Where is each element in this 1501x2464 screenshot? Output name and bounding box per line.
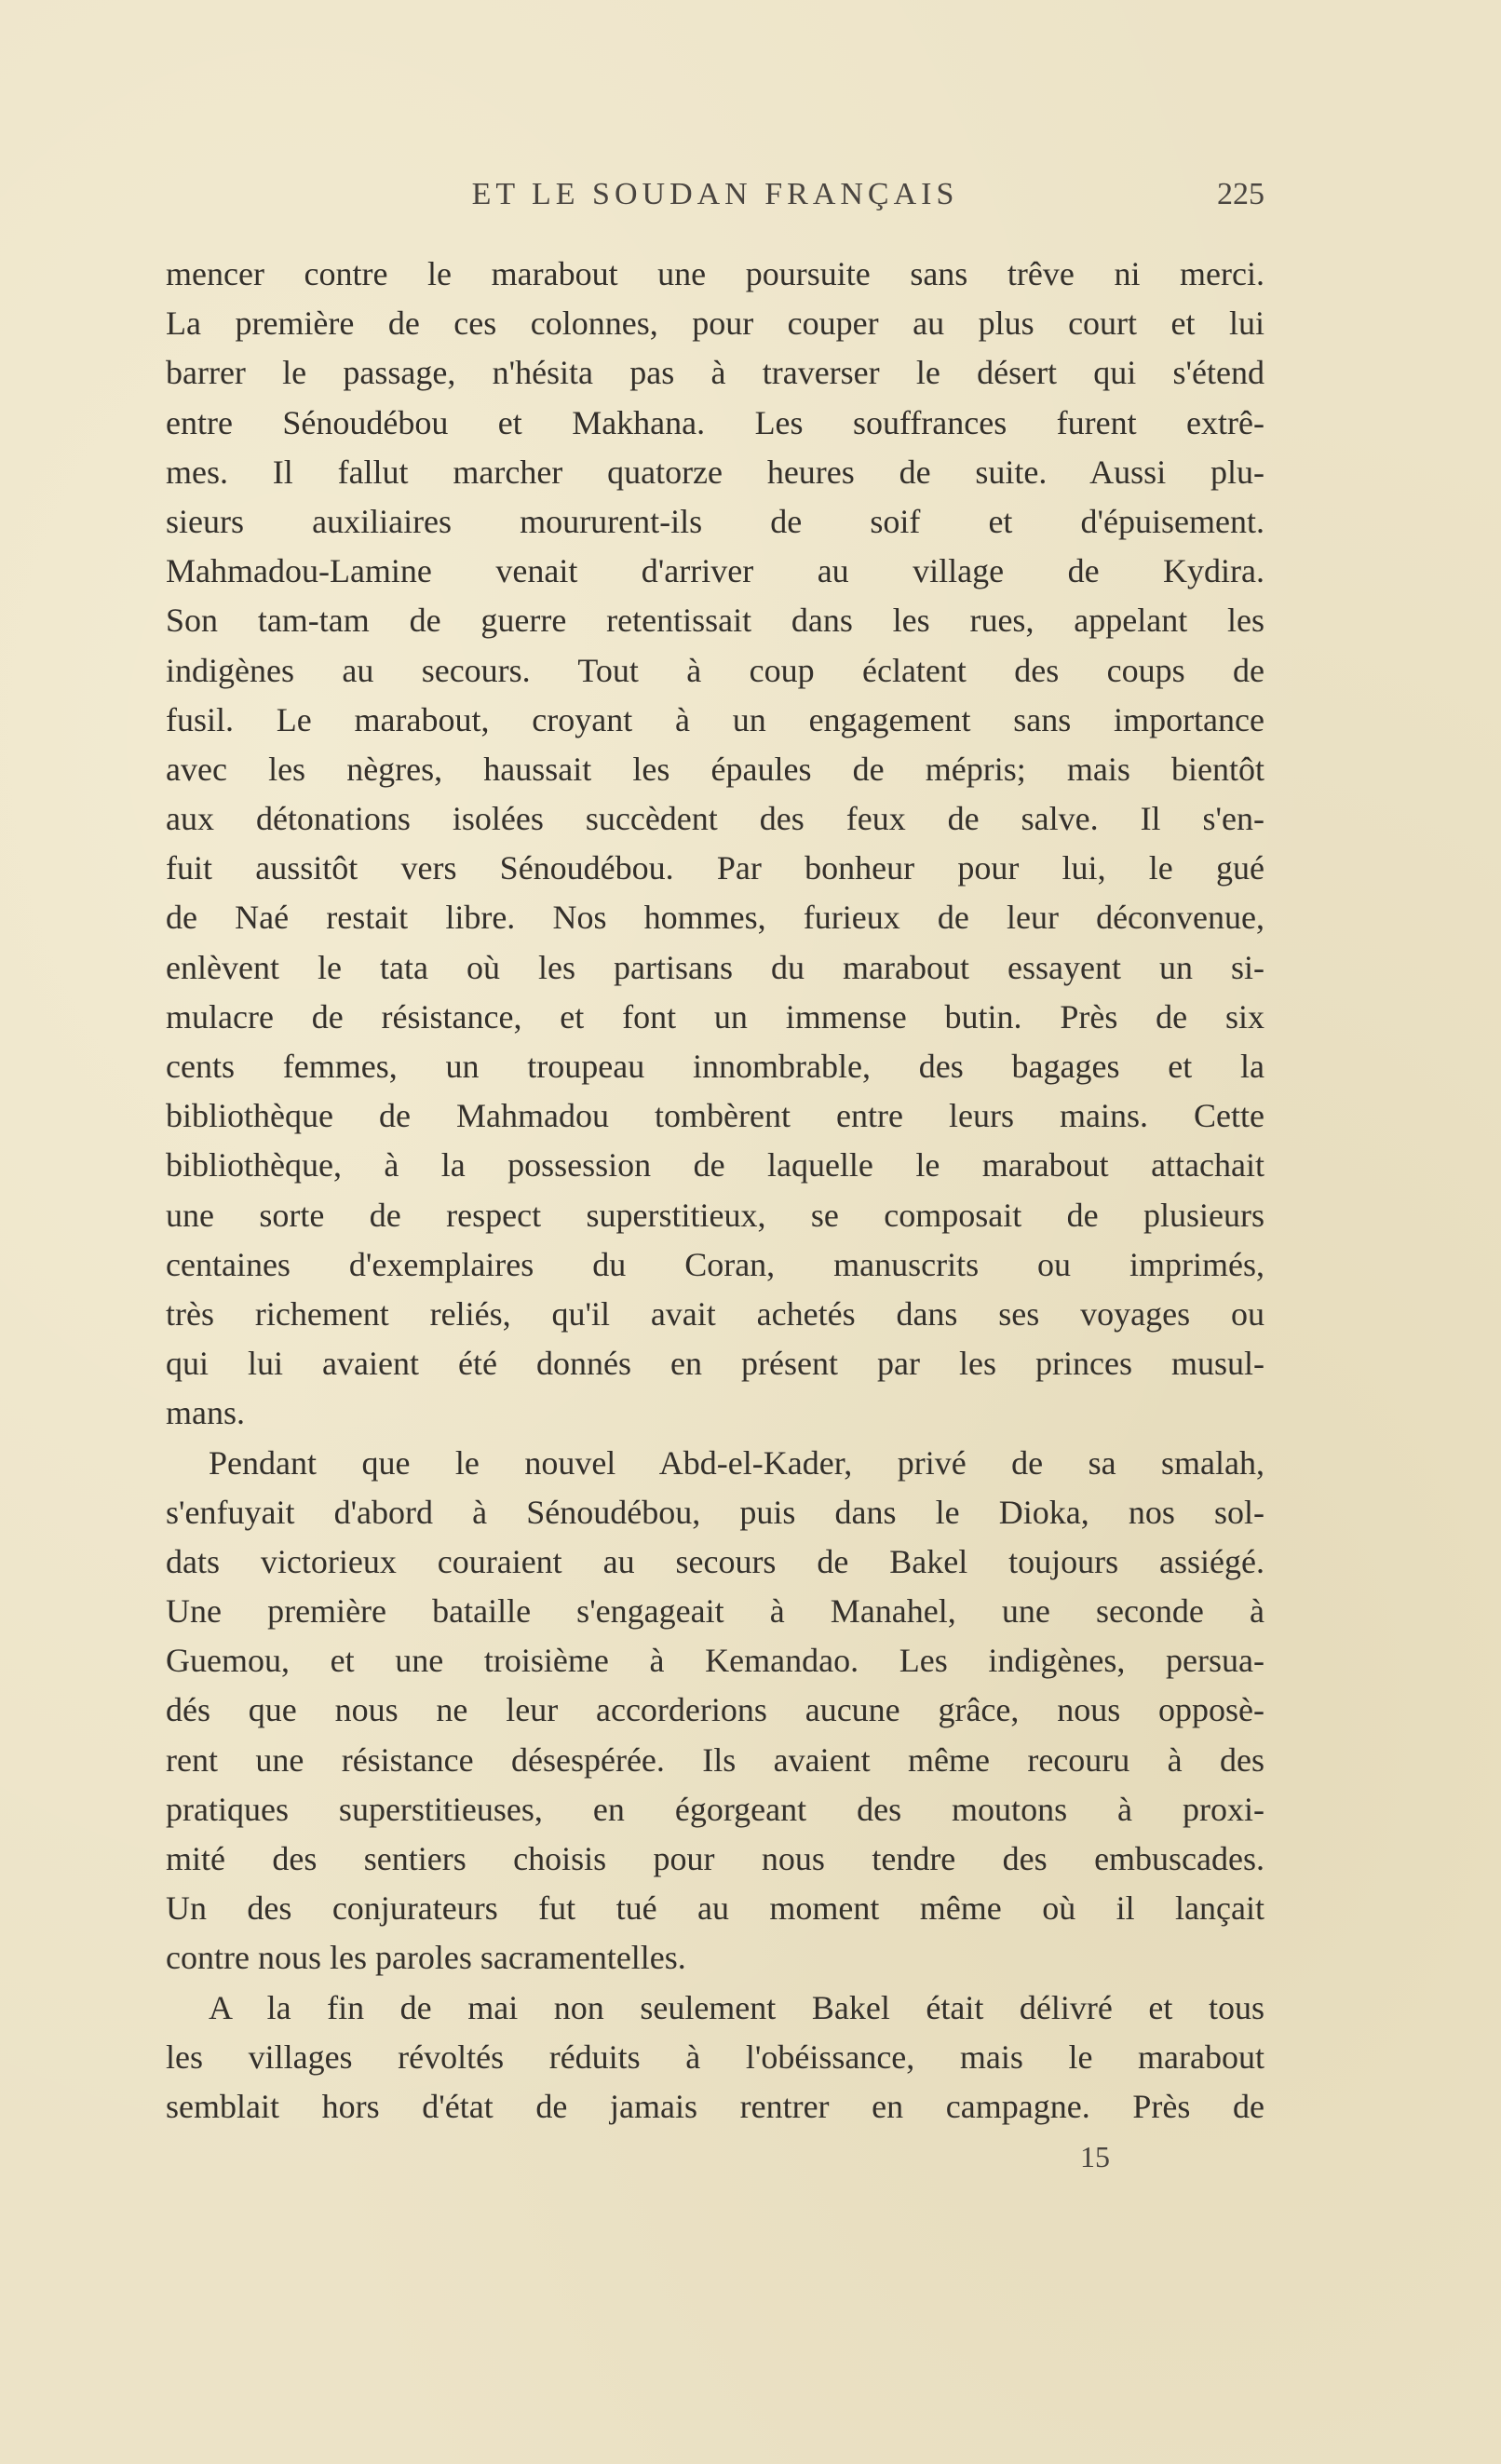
text-line: fuit aussitôt vers Sénoudébou. Par bonheur pour lui, le gué [166, 849, 1264, 887]
text-line: mes. Il fallut marcher quatorze heures de suite. Aussi plu- [166, 453, 1264, 491]
text-line: La première de ces colonnes, pour couper au plus court et lui [166, 305, 1264, 343]
text-line: rent une résistance désespérée. Ils avaient même recouru à des [166, 1740, 1264, 1779]
body-text [166, 250, 1264, 2132]
text-line: contre nous les paroles sacramentelles. [166, 1939, 686, 1977]
text-line: mans. [166, 1394, 245, 1432]
text-line: entre Sénoudébou et Makhana. Les souffrances furent extrê- [166, 403, 1264, 441]
text-line: de Naé restait libre. Nos hommes, furieux de leur déconvenue, [166, 899, 1264, 937]
text-line: les villages révoltés réduits à l'obéissance, mais le marabout [166, 2038, 1264, 2076]
text-line: A la fin de mai non seulement Bakel était délivré et tous [209, 1988, 1264, 2026]
text-line: Pendant que le nouvel Abd-el-Kader, privé de sa smalah, [209, 1443, 1264, 1482]
text-line: pratiques superstitieuses, en égorgeant des moutons à proxi- [166, 1790, 1264, 1828]
page-number: 225 [1217, 177, 1264, 211]
text-line: bibliothèque de Mahmadou tombèrent entre leurs mains. Cette [166, 1097, 1264, 1135]
text-line: bibliothèque, à la possession de laquelle le marabout attachait [166, 1146, 1264, 1185]
text-line: mité des sentiers choisis pour nous tendre des embuscades. [166, 1840, 1264, 1877]
text-line: Une première bataille s'engageait à Manahel, une seconde à [166, 1592, 1264, 1631]
text-line: aux détonations isolées succèdent des feux de salve. Il s'en- [166, 800, 1264, 838]
signature-mark: 15 [1080, 2140, 1110, 2173]
text-line: fusil. Le marabout, croyant à un engagement sans importance [166, 700, 1264, 738]
text-line: dés que nous ne leur accorderions aucune grâce, nous opposè- [166, 1691, 1264, 1729]
text-line: centaines d'exemplaires du Coran, manuscrits ou imprimés, [166, 1245, 1264, 1283]
running-title: ET LE SOUDAN FRANÇAIS [471, 177, 959, 211]
running-head [166, 177, 1264, 222]
text-line: cents femmes, un troupeau innombrable, des bagages et la [166, 1048, 1264, 1085]
text-line: une sorte de respect superstitieux, se composait de plusieurs [166, 1196, 1264, 1234]
text-line: avec les nègres, haussait les épaules de mépris; mais bientôt [166, 750, 1264, 788]
text-line: sieurs auxiliaires moururent-ils de soif et d'épuisement. [166, 502, 1264, 540]
text-line: Un des conjurateurs fut tué au moment même où il lançait [166, 1889, 1264, 1928]
text-line: Mahmadou-Lamine venait d'arriver au village de Kydira. [166, 552, 1264, 590]
text-line: Guemou, et une troisième à Kemandao. Les indigènes, persua- [166, 1642, 1264, 1680]
text-line: mencer contre le marabout une poursuite sans trêve ni merci. [166, 255, 1264, 292]
text-line: dats victorieux couraient au secours de Bakel toujours assiégé. [166, 1542, 1264, 1580]
text-line: barrer le passage, n'hésita pas à traverser le désert qui s'étend [166, 354, 1264, 392]
text-line: qui lui avaient été donnés en présent par les princes musul- [166, 1345, 1264, 1383]
text-line: très richement reliés, qu'il avait achetés dans ses voyages ou [166, 1294, 1264, 1333]
text-line: indigènes au secours. Tout à coup éclatent des coups de [166, 651, 1264, 689]
text-line: s'enfuyait d'abord à Sénoudébou, puis dans le Dioka, nos sol- [166, 1493, 1264, 1531]
text-line: semblait hors d'état de jamais rentrer en campagne. Près de [166, 2087, 1264, 2125]
text-line: mulacre de résistance, et font un immense butin. Près de six [166, 997, 1264, 1036]
text-line: enlèvent le tata où les partisans du marabout essayent un si- [166, 948, 1264, 986]
text-line: Son tam-tam de guerre retentissait dans les rues, appelant les [166, 602, 1264, 640]
